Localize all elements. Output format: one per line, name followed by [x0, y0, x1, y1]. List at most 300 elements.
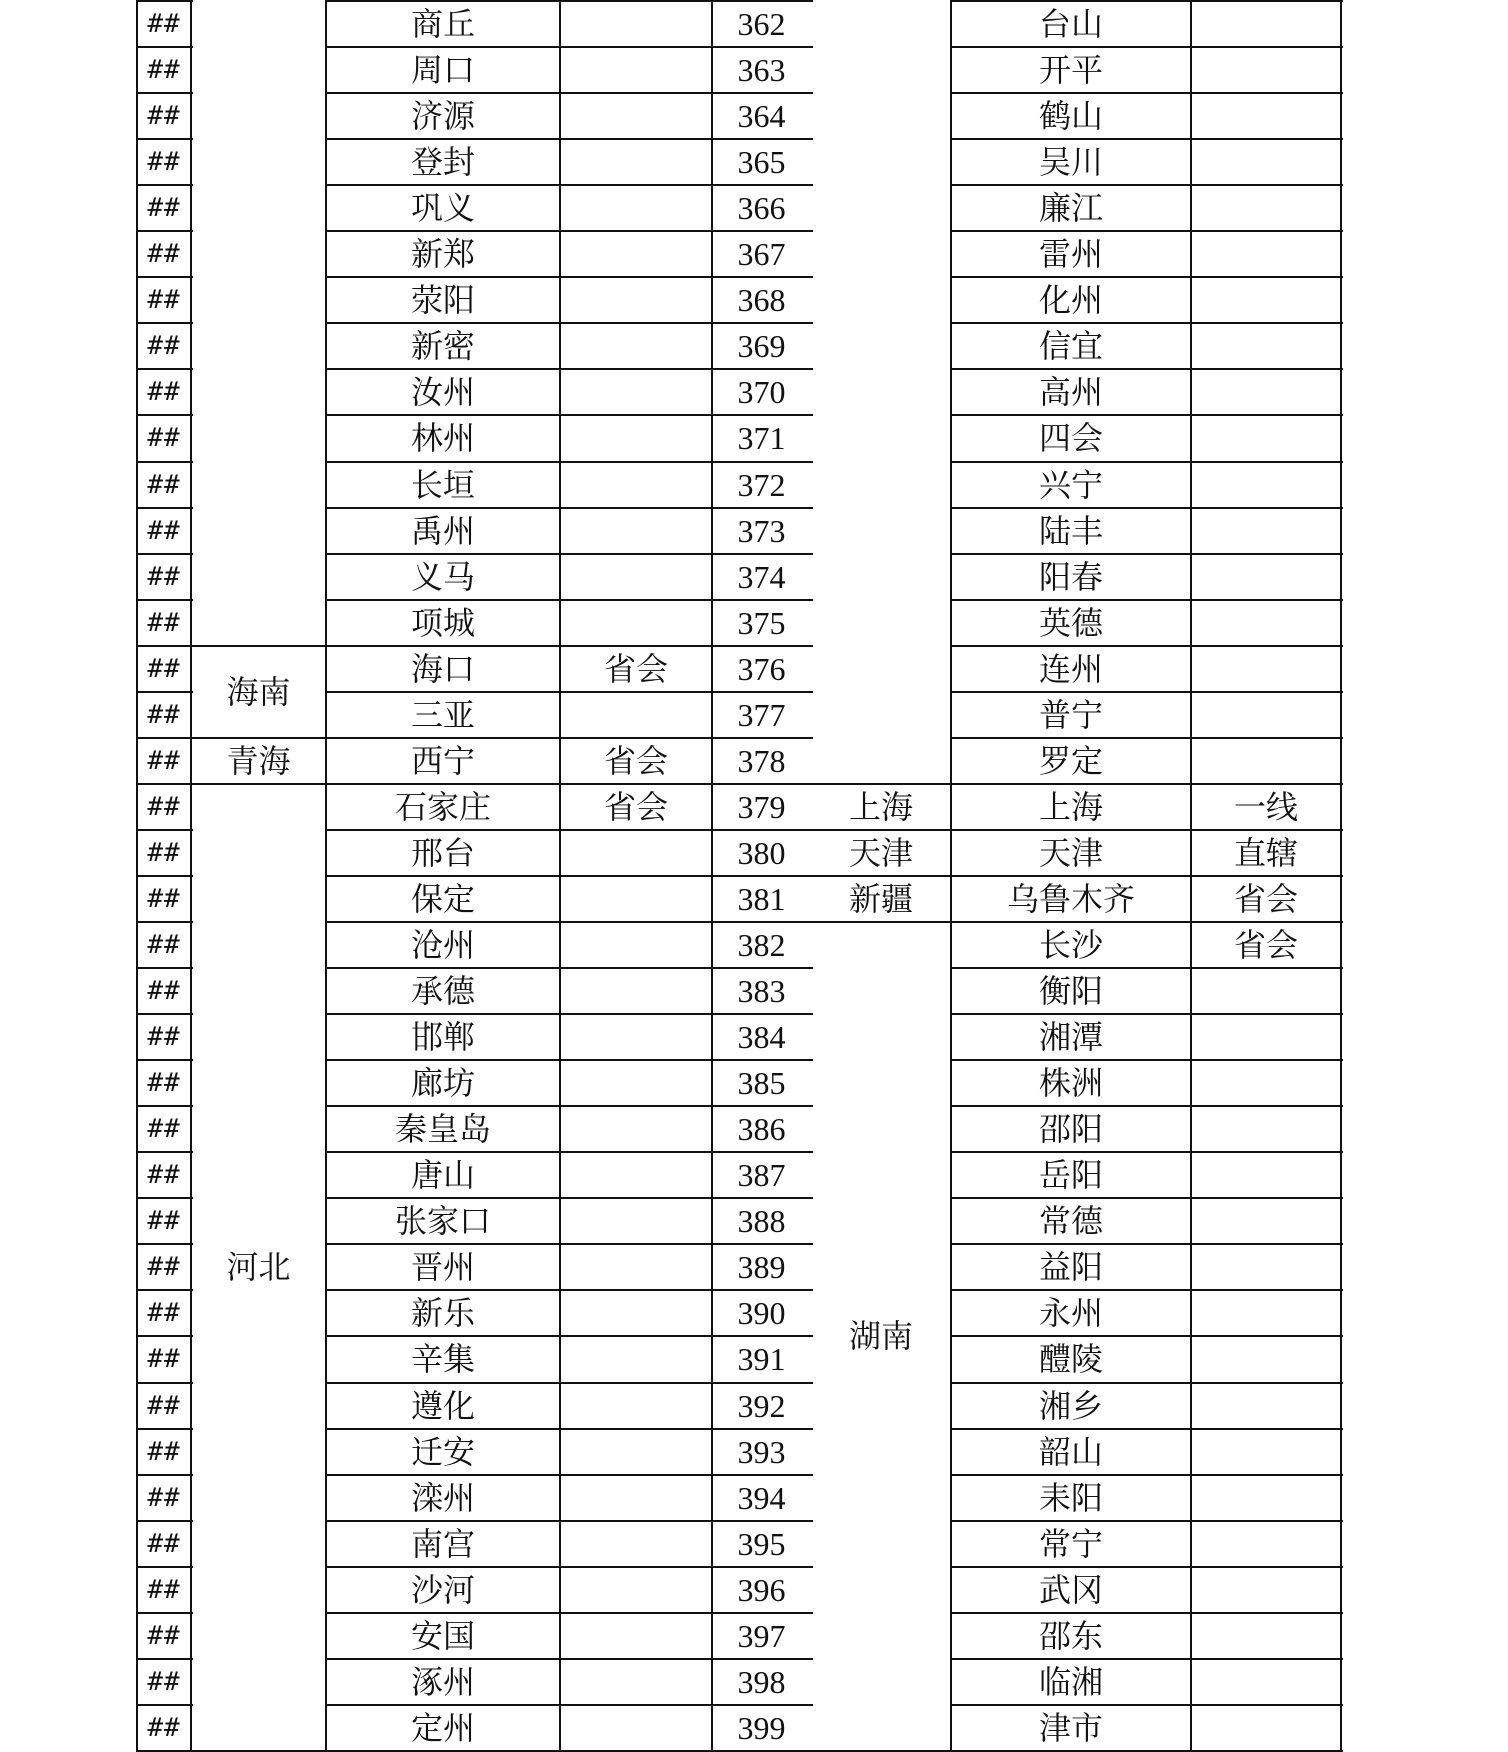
city-name: 岳阳 [1038, 1156, 1103, 1195]
table-rule-h [326, 368, 813, 370]
city-tier [560, 415, 712, 461]
row-number: 388 [737, 1203, 786, 1240]
table-rule-h [326, 599, 813, 601]
city-name: 汝州 [410, 373, 475, 412]
city-tier [560, 185, 712, 231]
row-number: 372 [737, 466, 786, 503]
table-rule-h [326, 1612, 813, 1614]
table-rule-h [137, 1335, 193, 1337]
city-tier: 一线 [1233, 787, 1298, 826]
row-index: ## [147, 976, 181, 1007]
city-tier [560, 830, 712, 876]
row-number: 377 [737, 696, 786, 733]
table-rule-h [137, 1105, 193, 1107]
table-rule-h [326, 1335, 813, 1337]
city-name: 高州 [1038, 373, 1103, 412]
table-rule-h [137, 1658, 193, 1660]
row-index: ## [147, 745, 181, 776]
table-rule-h [951, 875, 1343, 877]
table-rule-h [326, 1013, 813, 1015]
table-rule-h [326, 967, 813, 969]
city-tier [560, 1383, 712, 1429]
city-tier: 省会 [1233, 879, 1298, 918]
row-number: 399 [737, 1709, 786, 1746]
city-name: 唐山 [410, 1156, 475, 1195]
city-name: 株洲 [1038, 1064, 1103, 1103]
city-name: 登封 [410, 143, 475, 182]
city-tier [1191, 139, 1341, 185]
table-rule-h [951, 691, 1343, 693]
table-rule-h [137, 875, 193, 877]
table-rule-h [326, 1520, 813, 1522]
table-rule-h [326, 1658, 813, 1660]
city-tier: 省会 [603, 649, 668, 688]
row-index: ## [147, 1022, 181, 1053]
city-name: 湘潭 [1038, 1018, 1103, 1057]
row-number: 374 [737, 558, 786, 595]
city-tier: 省会 [603, 787, 668, 826]
table-rule-h [951, 967, 1343, 969]
table-rule-h [951, 46, 1343, 48]
table-rule-h [951, 1520, 1343, 1522]
row-index: ## [147, 1252, 181, 1283]
table-rule-h [137, 599, 193, 601]
city-tier [560, 922, 712, 968]
table-rule-v [136, 0, 138, 1752]
city-name: 荥阳 [410, 281, 475, 320]
city-tier [560, 1014, 712, 1060]
table-rule-h [951, 1658, 1343, 1660]
city-name: 辛集 [410, 1340, 475, 1379]
city-name: 开平 [1038, 51, 1103, 90]
row-index: ## [147, 9, 181, 40]
city-tier [560, 93, 712, 139]
table-rule-h [326, 414, 813, 416]
city-tier [1191, 415, 1341, 461]
city-tier [1191, 1659, 1341, 1705]
city-name: 醴陵 [1038, 1340, 1103, 1379]
table-rule-h [951, 276, 1343, 278]
row-number: 391 [737, 1341, 786, 1378]
city-tier [1191, 1567, 1341, 1613]
city-name: 西宁 [410, 741, 475, 780]
city-name: 廊坊 [410, 1064, 475, 1103]
city-name: 津市 [1038, 1708, 1103, 1747]
table-rule-h [326, 1105, 813, 1107]
row-index: ## [147, 930, 181, 961]
table-rule-h [951, 1704, 1343, 1706]
row-number: 367 [737, 236, 786, 273]
city-tier [560, 1659, 712, 1705]
table-rule-h [137, 230, 193, 232]
table-rule-h [137, 553, 193, 555]
city-name: 巩义 [410, 189, 475, 228]
province-label: 天津 [848, 833, 913, 872]
row-number: 365 [737, 144, 786, 181]
city-tier [560, 554, 712, 600]
row-index: ## [147, 1068, 181, 1099]
table-rule-h [811, 875, 953, 877]
table-rule-v [325, 0, 327, 1752]
row-number: 380 [737, 834, 786, 871]
city-name: 禹州 [410, 511, 475, 550]
row-number: 387 [737, 1157, 786, 1194]
table-rule-h [137, 1704, 193, 1706]
row-index: ## [147, 1712, 181, 1743]
city-name: 韶山 [1038, 1432, 1103, 1471]
row-index: ## [147, 1114, 181, 1145]
city-tier [560, 692, 712, 738]
table-rule-h [326, 1289, 813, 1291]
city-tier [1191, 277, 1341, 323]
city-tier [560, 1521, 712, 1567]
city-name: 保定 [410, 879, 475, 918]
city-name: 迁安 [410, 1432, 475, 1471]
row-number: 386 [737, 1111, 786, 1148]
city-tier [560, 1336, 712, 1382]
province-label: 河北 [226, 1248, 291, 1287]
table-rule-h [137, 1013, 193, 1015]
city-name: 三亚 [410, 695, 475, 734]
table-rule-h [951, 414, 1343, 416]
table-rule-h [951, 783, 1343, 785]
city-name: 长垣 [410, 465, 475, 504]
city-tier [1191, 1244, 1341, 1290]
city-tier [1191, 1383, 1341, 1429]
table-rule-h [326, 1197, 813, 1199]
city-tier [1191, 1475, 1341, 1521]
table-rule-v [190, 0, 192, 1752]
city-name: 新密 [410, 327, 475, 366]
row-number: 371 [737, 420, 786, 457]
row-index: ## [147, 101, 181, 132]
table-rule-h [326, 1243, 813, 1245]
row-number: 362 [737, 6, 786, 43]
table-rule-h [137, 92, 193, 94]
city-name: 邢台 [410, 833, 475, 872]
table-rule-h [951, 921, 1343, 923]
city-name: 常宁 [1038, 1524, 1103, 1563]
table-rule-h [326, 461, 813, 463]
table-rule-h [326, 507, 813, 509]
table-rule-h [951, 599, 1343, 601]
row-index: ## [147, 1436, 181, 1467]
city-tier [560, 1613, 712, 1659]
table-rule-h [326, 553, 813, 555]
table-rule-h [951, 230, 1343, 232]
city-name: 阳春 [1038, 557, 1103, 596]
city-tier [1191, 1336, 1341, 1382]
table-rule-h [137, 322, 193, 324]
city-name: 上海 [1038, 787, 1103, 826]
row-index: ## [147, 423, 181, 454]
row-number: 378 [737, 742, 786, 779]
table-rule-h [191, 737, 328, 739]
city-tier [1191, 1106, 1341, 1152]
table-rule-h [951, 553, 1343, 555]
city-tier: 省会 [1233, 926, 1298, 965]
row-index: ## [147, 883, 181, 914]
city-name: 新郑 [410, 235, 475, 274]
city-tier [560, 369, 712, 415]
city-tier [1191, 1152, 1341, 1198]
row-number: 394 [737, 1479, 786, 1516]
row-index: ## [147, 1666, 181, 1697]
row-number: 389 [737, 1249, 786, 1286]
table-rule-h [951, 0, 1343, 2]
table-rule-h [951, 138, 1343, 140]
city-tier [1191, 462, 1341, 508]
city-tier [560, 1060, 712, 1106]
row-index: ## [147, 561, 181, 592]
city-name: 义马 [410, 557, 475, 596]
table-rule-h [326, 645, 813, 647]
table-rule-h [326, 737, 813, 739]
table-rule-h [811, 921, 953, 923]
table-rule-h [326, 322, 813, 324]
city-tier [1191, 185, 1341, 231]
city-tier [1191, 1705, 1341, 1751]
city-name: 益阳 [1038, 1248, 1103, 1287]
city-tier [1191, 369, 1341, 415]
city-name: 秦皇岛 [394, 1110, 491, 1149]
table-rule-h [137, 0, 193, 2]
city-tier [1191, 323, 1341, 369]
row-index: ## [147, 1206, 181, 1237]
city-tier [1191, 508, 1341, 554]
city-tier [560, 231, 712, 277]
table-rule-h [951, 1151, 1343, 1153]
table-rule-h [137, 138, 193, 140]
row-number: 381 [737, 880, 786, 917]
row-index: ## [147, 193, 181, 224]
city-name: 承德 [410, 972, 475, 1011]
table-rule-h [191, 783, 328, 785]
city-tier [560, 600, 712, 646]
row-number: 384 [737, 1019, 786, 1056]
city-tier: 省会 [603, 741, 668, 780]
city-name: 常德 [1038, 1202, 1103, 1241]
table-rule-h [951, 507, 1343, 509]
city-name: 连州 [1038, 649, 1103, 688]
row-number: 375 [737, 604, 786, 641]
table-rule-h [326, 875, 813, 877]
city-name: 乌鲁木齐 [1006, 879, 1135, 918]
table-rule-h [811, 783, 953, 785]
table-rule-h [326, 276, 813, 278]
city-name: 济源 [410, 97, 475, 136]
table-rule-h [326, 1566, 813, 1568]
province-label: 新疆 [848, 879, 913, 918]
row-number: 373 [737, 512, 786, 549]
city-name: 永州 [1038, 1294, 1103, 1333]
city-tier [1191, 1060, 1341, 1106]
row-index: ## [147, 469, 181, 500]
city-name: 雷州 [1038, 235, 1103, 274]
row-number: 366 [737, 190, 786, 227]
row-index: ## [147, 699, 181, 730]
city-tier [1191, 1198, 1341, 1244]
city-tier [560, 1705, 712, 1751]
city-name: 沧州 [410, 926, 475, 965]
province-label: 海南 [226, 672, 291, 711]
city-tier [560, 1475, 712, 1521]
city-tier [1191, 968, 1341, 1014]
table-rule-h [326, 1059, 813, 1061]
table-rule-h [137, 1059, 193, 1061]
row-index: ## [147, 607, 181, 638]
city-tier [1191, 1613, 1341, 1659]
table-rule-h [326, 0, 813, 2]
row-index: ## [147, 1390, 181, 1421]
city-name: 衡阳 [1038, 972, 1103, 1011]
table-rule-h [326, 829, 813, 831]
table-rule-h [137, 1289, 193, 1291]
row-index: ## [147, 837, 181, 868]
table-rule-h [137, 829, 193, 831]
city-tier [560, 1244, 712, 1290]
table-rule-h [137, 1428, 193, 1430]
city-tier [560, 968, 712, 1014]
table-rule-h [951, 1243, 1343, 1245]
city-tier [1191, 600, 1341, 646]
city-tier [1191, 554, 1341, 600]
row-number: 363 [737, 52, 786, 89]
city-name: 四会 [1038, 419, 1103, 458]
table-rule-h [951, 1289, 1343, 1291]
city-tier [560, 1152, 712, 1198]
row-number: 376 [737, 650, 786, 687]
city-name: 廉江 [1038, 189, 1103, 228]
city-tier [1191, 1521, 1341, 1567]
table-rule-h [951, 1474, 1343, 1476]
row-number: 385 [737, 1065, 786, 1102]
city-name: 沙河 [410, 1570, 475, 1609]
city-name: 邯郸 [410, 1018, 475, 1057]
table-rule-h [951, 92, 1343, 94]
city-name: 罗定 [1038, 741, 1103, 780]
city-tier [1191, 231, 1341, 277]
table-rule-h [137, 1243, 193, 1245]
city-name: 化州 [1038, 281, 1103, 320]
city-name: 陆丰 [1038, 511, 1103, 550]
table-rule-h [137, 1520, 193, 1522]
table-rule-h [326, 783, 813, 785]
table-rule-h [951, 1612, 1343, 1614]
row-number: 395 [737, 1525, 786, 1562]
city-name: 石家庄 [394, 787, 491, 826]
table-rule-h [951, 1197, 1343, 1199]
city-tier [1191, 738, 1341, 784]
row-index: ## [147, 377, 181, 408]
row-index: ## [147, 1344, 181, 1375]
city-tier [560, 323, 712, 369]
table-rule-h [191, 645, 328, 647]
table-rule-v [559, 0, 561, 1752]
row-number: 364 [737, 98, 786, 135]
table-rule-h [326, 1151, 813, 1153]
city-tier [560, 1567, 712, 1613]
table-rule-h [951, 1013, 1343, 1015]
city-name: 天津 [1038, 833, 1103, 872]
city-name: 普宁 [1038, 695, 1103, 734]
row-number: 392 [737, 1387, 786, 1424]
city-tier [560, 47, 712, 93]
table-rule-h [951, 461, 1343, 463]
table-rule-h [326, 921, 813, 923]
city-name: 定州 [410, 1708, 475, 1747]
row-number: 383 [737, 973, 786, 1010]
row-index: ## [147, 1620, 181, 1651]
row-index: ## [147, 147, 181, 178]
row-number: 382 [737, 927, 786, 964]
table-rule-h [137, 967, 193, 969]
city-tier [560, 508, 712, 554]
table-rule-h [137, 368, 193, 370]
city-name: 鹤山 [1038, 97, 1103, 136]
city-tier [1191, 1290, 1341, 1336]
table-rule-v [711, 0, 713, 1752]
row-index: ## [147, 791, 181, 822]
city-tier [560, 1, 712, 47]
city-tier [560, 1429, 712, 1475]
table-rule-h [326, 92, 813, 94]
row-index: ## [147, 1574, 181, 1605]
row-number: 397 [737, 1617, 786, 1654]
city-tier [1191, 1429, 1341, 1475]
table-rule-h [326, 184, 813, 186]
city-name: 安国 [410, 1616, 475, 1655]
city-tier [1191, 1, 1341, 47]
city-name: 邵东 [1038, 1616, 1103, 1655]
city-name: 新乐 [410, 1294, 475, 1333]
table-rule-v [950, 0, 952, 1752]
table-rule-h [137, 507, 193, 509]
city-name: 林州 [410, 419, 475, 458]
table-rule-h [951, 1105, 1343, 1107]
row-number: 369 [737, 328, 786, 365]
city-name: 周口 [410, 51, 475, 90]
table-rule-h [137, 1566, 193, 1568]
city-name: 晋州 [410, 1248, 475, 1287]
table-rule-h [811, 829, 953, 831]
city-name: 信宜 [1038, 327, 1103, 366]
row-number: 379 [737, 788, 786, 825]
city-name: 临湘 [1038, 1662, 1103, 1701]
city-tier [560, 1106, 712, 1152]
row-index: ## [147, 1482, 181, 1513]
city-tier: 直辖 [1233, 833, 1298, 872]
table-rule-v [1190, 0, 1192, 1752]
table-rule-h [951, 1059, 1343, 1061]
city-tier [560, 462, 712, 508]
table-rule-h [326, 138, 813, 140]
city-tier [1191, 47, 1341, 93]
city-tier [560, 1290, 712, 1336]
city-name: 台山 [1038, 5, 1103, 44]
city-name: 遵化 [410, 1386, 475, 1425]
table-rule-h [951, 1335, 1343, 1337]
province-label [811, 1, 951, 784]
city-tier [560, 876, 712, 922]
table-rule-h [137, 276, 193, 278]
table-rule-h [951, 645, 1343, 647]
table-rule-h [326, 1474, 813, 1476]
table-rule-h [951, 1566, 1343, 1568]
province-label: 上海 [848, 787, 913, 826]
table-rule-h [951, 1382, 1343, 1384]
row-number: 393 [737, 1433, 786, 1470]
